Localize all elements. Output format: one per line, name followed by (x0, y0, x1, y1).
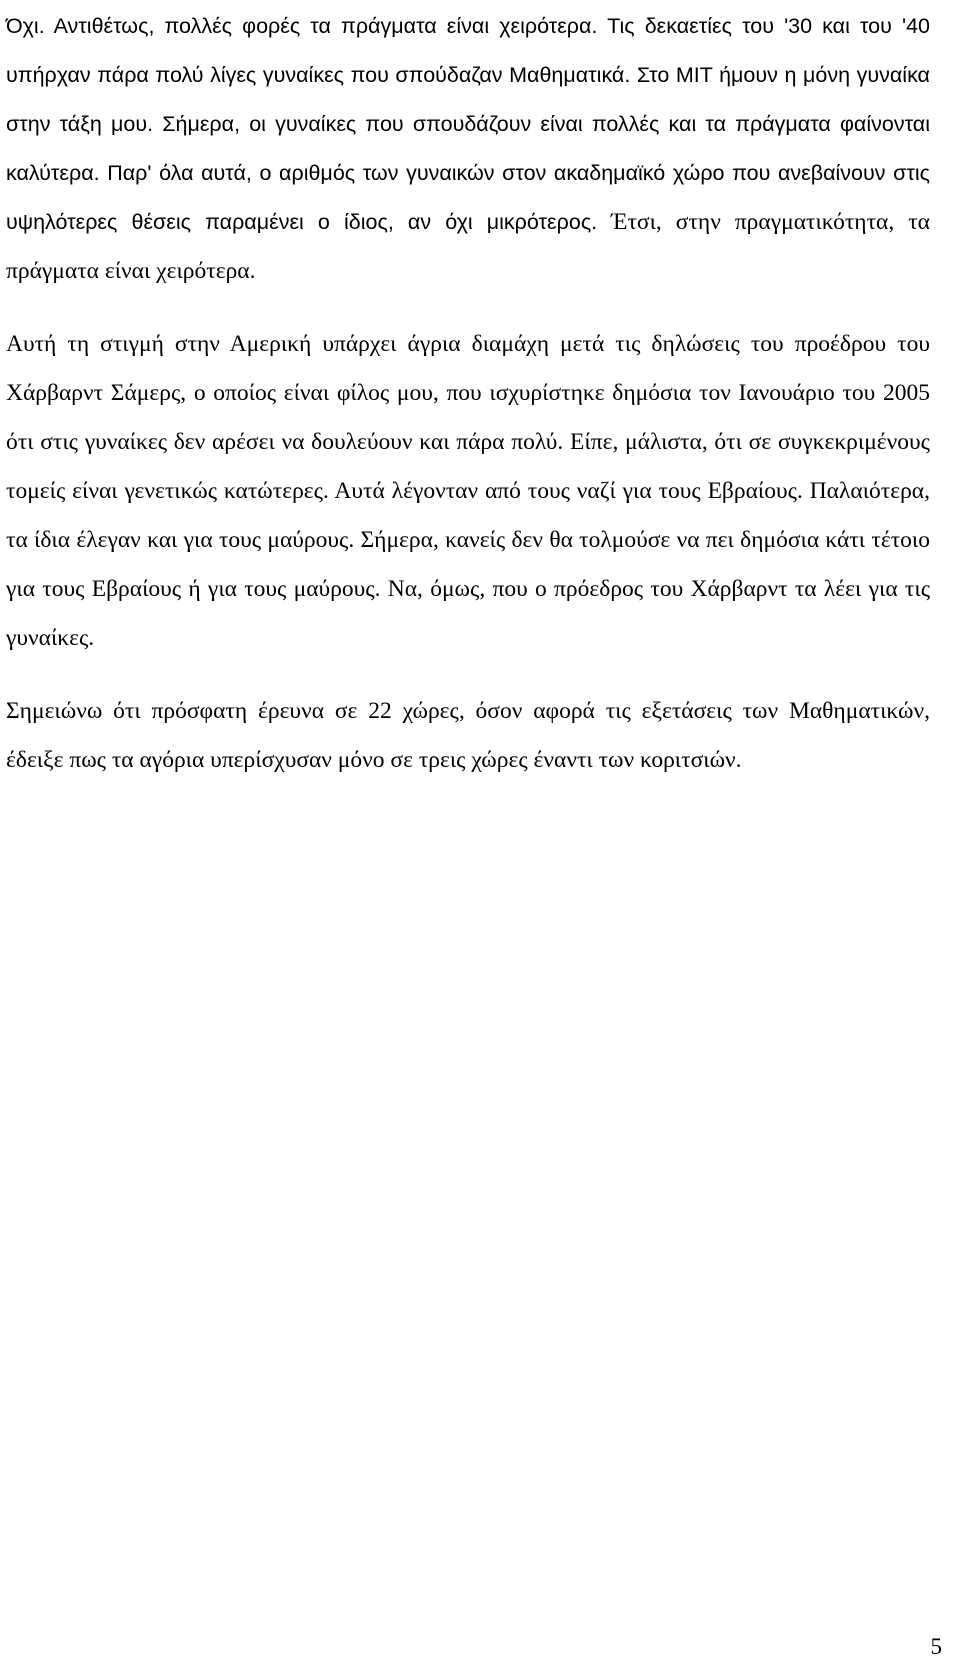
paragraph-spacer (6, 296, 930, 320)
document-body (6, 2, 930, 785)
page-number: 5 (930, 1634, 942, 1659)
paragraph-survey-note: Σημειώνω ότι πρόσφατη έρευνα σε 22 χώρες, όσον αφορά τις εξετάσεις των Μαθηματικών, έδειξε πως τα αγόρια υπερίσχυσαν μόνο σε τρεις χώρες έναντι των κοριτσιών. (6, 698, 930, 773)
paragraph-spacer (6, 663, 930, 687)
paragraph-interview-answer (6, 2, 930, 296)
paragraph-interview-answer-closing: Έτσι, στην πραγματικότητα, τα πράγματα είναι χειρότερα. (6, 209, 930, 284)
paragraph-harvard-controversy: Αυτή τη στιγμή στην Αμερική υπάρχει άγρια διαμάχη μετά τις δηλώσεις του προέδρου του Χάρβαρντ Σάμερς, ο οποίος είναι φίλος μου, που ισχυρίστηκε δημόσια τον Ιανουάριο του 2005 ότι στις γυναίκες δεν αρέσει να δουλεύουν και πάρα πολύ. Είπε, μάλιστα, ότι σε συγκεκριμένους τομείς είναι γενετικώς κατώτερες. Αυτά λέγονταν από τους ναζί για τους Εβραίους. Παλαιότερα, τα ίδια έλεγαν και για τους μαύρους. Σήμερα, κανείς δεν θα τολμούσε να πει δημόσια κάτι τέτοιο για τους Εβραίους ή για τους μαύρους. Να, όμως, που ο πρόεδρος του Χάρβαρντ τα λέει για τις γυναίκες. (6, 331, 930, 651)
paragraph-interview-answer-main: Όχι. Αντιθέτως, πολλές φορές τα πράγματα είναι χειρότερα. Τις δεκαετίες του '30 και του '40 υπήρχαν πάρα πολύ λίγες γυναίκες που σπούδαζαν Μαθηματικά. Στο MIT ήμουν η μόνη γυναίκα στην τάξη μου. Σήμερα, οι γυναίκες που σπουδάζουν είναι πολλές και τα πράγματα φαίνονται καλύτερα. Παρ' όλα αυτά, ο αριθμός των γυναικών στον ακαδημαϊκό χώρο που ανεβαίνουν στις υψηλότερες θέσεις παραμένει ο ίδιος, αν όχι μικρότερος. (6, 14, 930, 234)
